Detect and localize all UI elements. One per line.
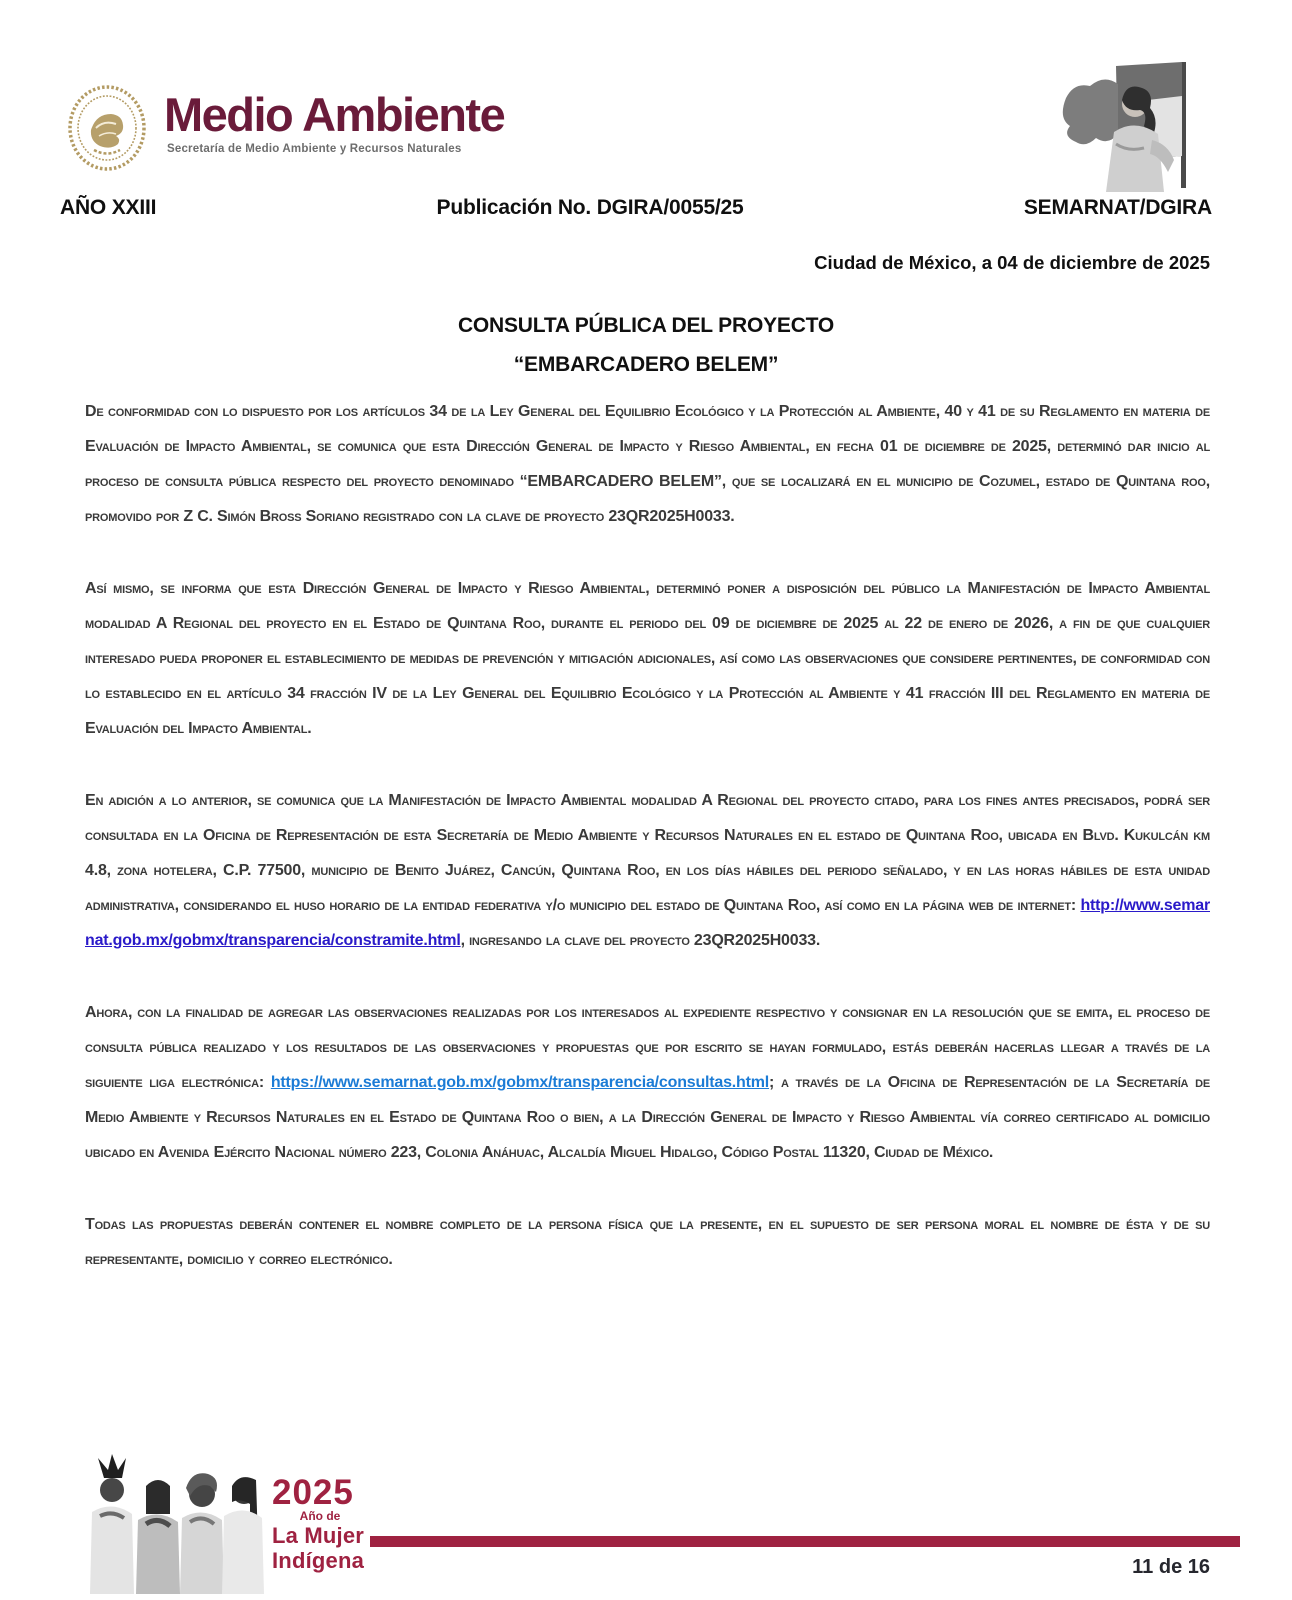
- dateline: Ciudad de México, a 04 de diciembre de 2025: [814, 252, 1210, 273]
- footer-caption-line3: Indígena: [272, 1548, 365, 1573]
- woman-with-flag-image: [1056, 60, 1206, 194]
- consultas-link[interactable]: https://www.semarnat.gob.mx/gobmx/transparencia/consultas.html: [270, 1074, 770, 1091]
- brand-wordmark: Medio Ambiente: [164, 88, 505, 141]
- indigenous-women-image: [74, 1452, 266, 1594]
- brand-text: [164, 90, 504, 155]
- document-title-line2: “EMBARCADERO BELEM”: [513, 353, 779, 376]
- paragraph-3: [85, 783, 1210, 958]
- footer-year-block: [272, 1473, 382, 1573]
- brand-subtitle: Secretaría de Medio Ambiente y Recursos Naturales: [167, 143, 462, 156]
- paragraph-3-text-after: , ingresando la clave del proyecto 23QR2025H0033.: [460, 932, 821, 949]
- footer-year: 2025: [272, 1473, 354, 1512]
- header-brand: [66, 84, 504, 172]
- footer-caption-line2: La Mujer: [272, 1523, 365, 1548]
- page-number: 11 de 16: [1132, 1556, 1210, 1578]
- agency-label: SEMARNAT/DGIRA: [1023, 196, 1212, 219]
- constramite-link[interactable]: http://www.semarnat.gob.mx/gobmx/transparencia/constramite.html: [85, 897, 1210, 949]
- year-label: AÑO XXIII: [60, 196, 157, 219]
- paragraph-2: Así mismo, se informa que esta Dirección General de Impacto y Riesgo Ambiental, determinó poner a disposición del público la Manifestación de Impacto Ambiental modalidad A Regional del proyecto en el Estado de Quintana Roo, durante el periodo del 09 de diciembre de 2025 al 22 de enero de 2026, a fin de que cualquier interesado pueda proponer el establecimiento de medidas de prevención y mitigación adicionales, así como las observaciones que considere pertinentes, de conformidad con lo establecido en el artículo 34 fracción IV de la Ley General del Equilibrio Ecológico y la Protección al Ambiente y 41 fracción III del Reglamento en materia de Evaluación del Impacto Ambiental.: [85, 580, 1210, 737]
- publication-number: Publicación No. DGIRA/0055/25: [436, 196, 744, 219]
- document-title: [0, 306, 1292, 384]
- paragraph-4-text-before: Ahora, con la finalidad de agregar las observaciones realizadas por los interesados al expediente respectivo y consignar en la resolución que se emita, el proceso de consulta pública realizado y los resultados de las observaciones y propuestas que por escrito se hayan formulado, estás deberán hacerlas llegar a través de la siguiente liga electrónica:: [85, 1004, 1210, 1091]
- paragraph-4: [85, 995, 1210, 1170]
- footer-caption-line1: Año de: [299, 1509, 341, 1523]
- publication-row: [60, 196, 1212, 220]
- footer-divider: [370, 1536, 1240, 1547]
- document-title-line1: CONSULTA PÚBLICA DEL PROYECTO: [457, 314, 835, 337]
- mexico-eagle-seal-icon: [66, 84, 148, 172]
- paragraph-1: De conformidad con lo dispuesto por los artículos 34 de la Ley General del Equilibrio Ecológico y la Protección al Ambiente, 40 y 41 de su Reglamento en materia de Evaluación de Impacto Ambiental, se comunica que esta Dirección General de Impacto y Riesgo Ambiental, en fecha 01 de diciembre de 2025, determinó dar inicio al proceso de consulta pública respecto del proyecto denominado “EMBARCADERO BELEM”, que se localizará en el municipio de Cozumel, estado de Quintana roo, promovido por Z C. Simón Bross Soriano registrado con la clave de proyecto 23QR2025H0033.: [85, 403, 1210, 525]
- paragraph-5: Todas las propuestas deberán contener el nombre completo de la persona física que la presente, en el supuesto de ser persona moral el nombre de ésta y de su representante, domicilio y correo electrónico.: [85, 1216, 1210, 1268]
- document-body: [85, 394, 1210, 1277]
- paragraph-3-text-before: En adición a lo anterior, se comunica que la Manifestación de Impacto Ambiental modalidad A Regional del proyecto citado, para los fines antes precisados, podrá ser consultada en la Oficina de Representación de esta Secretaría de Medio Ambiente y Recursos Naturales en el estado de Quintana Roo, ubicada en Blvd. Kukulcán km 4.8, zona hotelera, C.P. 77500, municipio de Benito Juárez, Cancún, Quintana Roo, en los días hábiles del periodo señalado, y en las horas hábiles de esta unidad administrativa, considerando el huso horario de la entidad federativa y/o municipio del estado de Quintana Roo, así como en la página web de internet:: [85, 792, 1210, 914]
- paragraph-4-text-after: ; a través de la Oficina de Representación de la Secretaría de Medio Ambiente y Recursos Naturales en el Estado de Quintana Roo o bien, a la Dirección General de Impacto y Riesgo Ambiental vía correo certificado al domicilio ubicado en Avenida Ejército Nacional número 223, Colonia Anáhuac, Alcaldía Miguel Hidalgo, Código Postal 11320, Ciudad de México.: [85, 1074, 1210, 1161]
